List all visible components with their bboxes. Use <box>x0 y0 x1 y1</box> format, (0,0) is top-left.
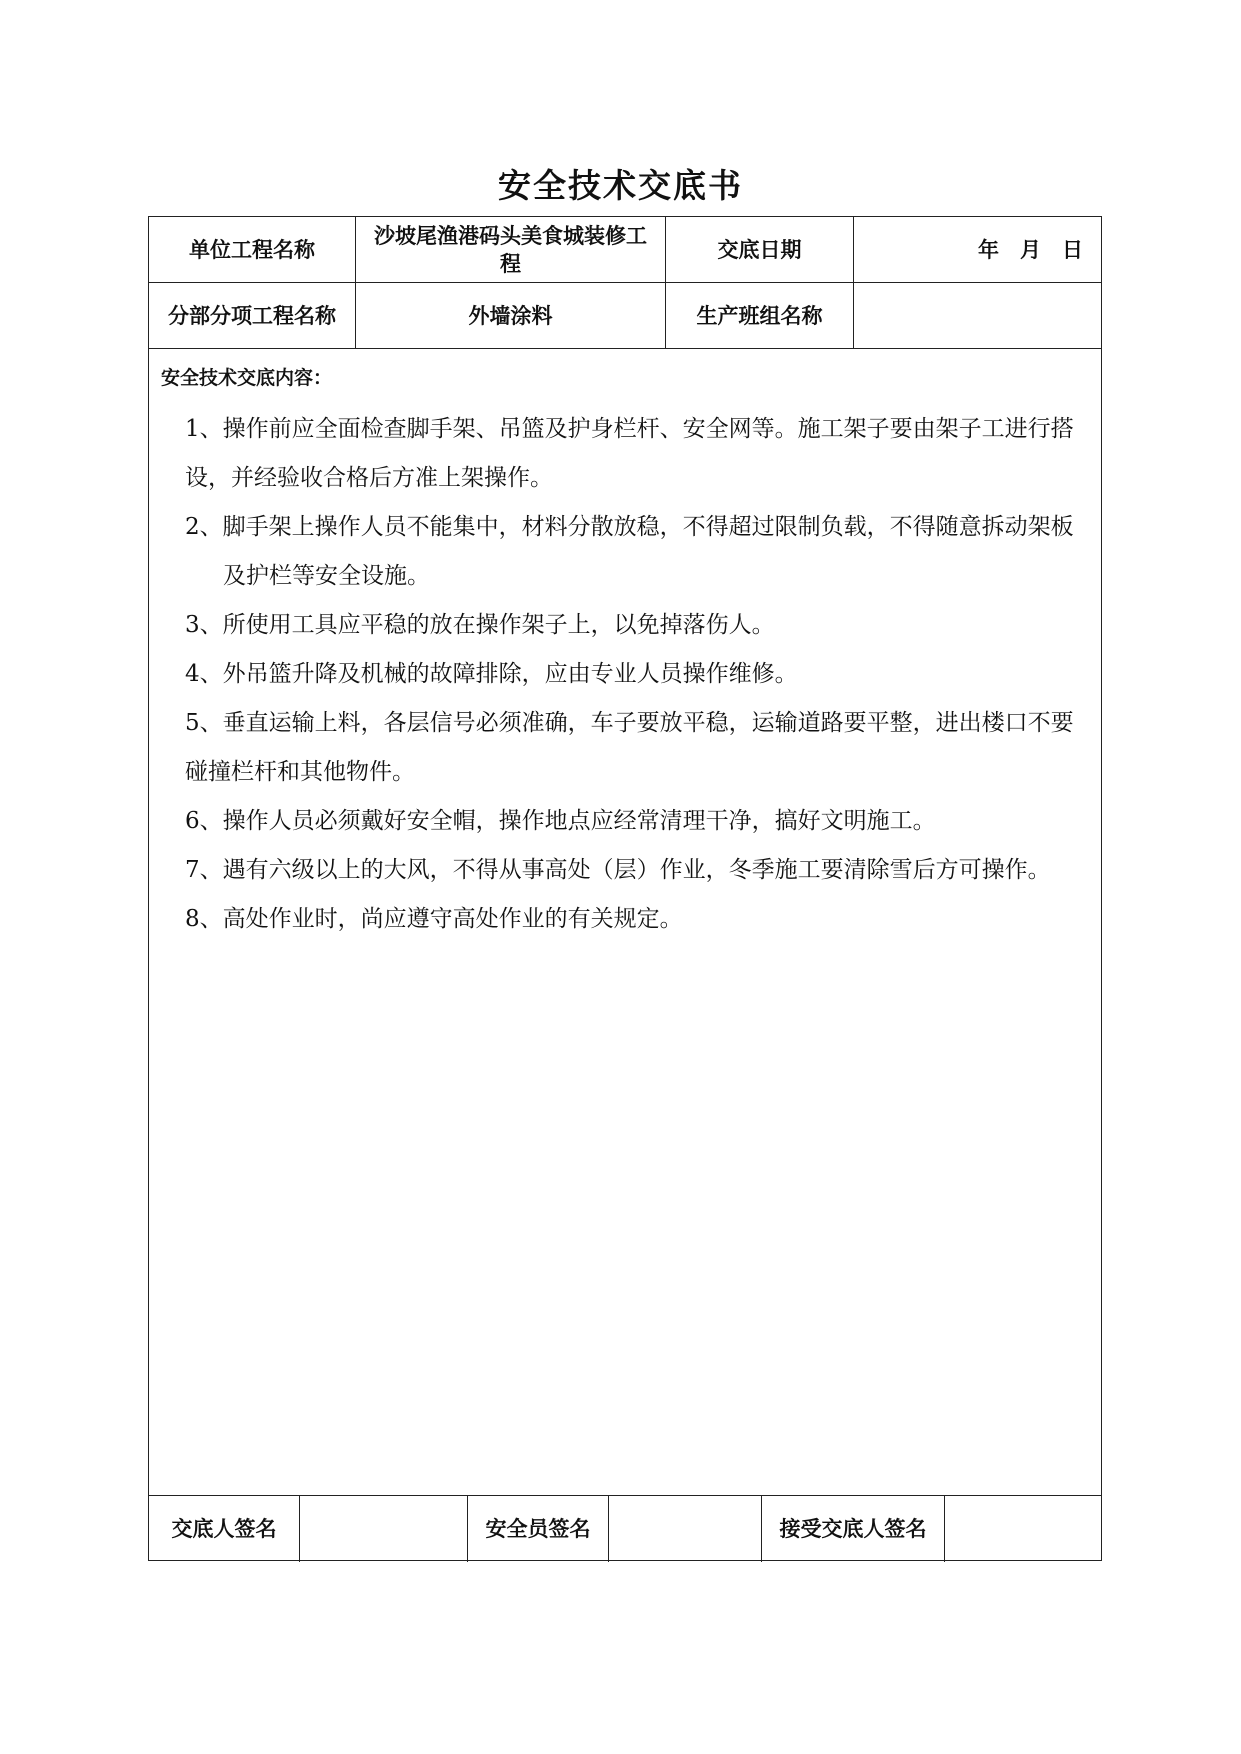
unit-project-value: 沙坡尾渔港码头美食城装修工程 <box>356 217 666 282</box>
content-heading: 安全技术交底内容： <box>161 367 333 389</box>
header-row-subproject <box>149 283 1101 349</box>
disclosure-item: 8、高处作业时，尚应遵守高处作业的有关规定。 <box>185 906 683 932</box>
unit-project-label: 单位工程名称 <box>149 217 356 282</box>
document-title: 安全技术交底书 <box>498 166 743 205</box>
disclosure-item: 4、外吊篮升降及机械的故障排除，应由专业人员操作维修。 <box>185 661 798 687</box>
disclosure-item: 6、操作人员必须戴好安全帽，操作地点应经常清理干净，搞好文明施工。 <box>185 808 936 834</box>
date-label: 交底日期 <box>666 217 854 282</box>
signature-row <box>149 1496 1101 1562</box>
safety-officer-signature-label: 安全员签名 <box>468 1496 609 1562</box>
discloser-signature-field[interactable] <box>300 1496 468 1562</box>
header-row-project <box>149 217 1101 283</box>
date-value: 年 月 日 <box>978 237 1083 262</box>
disclosure-items-list <box>185 405 1085 944</box>
disclosure-content-section <box>149 349 1101 1496</box>
sub-project-value: 外墙涂料 <box>356 283 666 348</box>
disclosure-item: 1、操作前应全面检查脚手架、吊篮及护身栏杆、安全网等。施工架子要由架子工进行搭设，并经验收合格后方准上架操作。 <box>185 416 1074 491</box>
disclosure-item: 5、垂直运输上料，各层信号必须准确，车子要放平稳，运输道路要平整，进出楼口不要碰撞栏杆和其他物件。 <box>185 710 1074 785</box>
receiver-signature-label: 接受交底人签名 <box>762 1496 945 1562</box>
team-value <box>854 283 1103 348</box>
discloser-signature-label: 交底人签名 <box>149 1496 300 1562</box>
safety-officer-signature-field[interactable] <box>609 1496 762 1562</box>
disclosure-form-table <box>148 216 1102 1561</box>
disclosure-item: 3、所使用工具应平稳的放在操作架子上，以免掉落伤人。 <box>185 612 775 638</box>
disclosure-item: 2、脚手架上操作人员不能集中，材料分散放稳，不得超过限制负载，不得随意拆动架板及护栏等安全设施。 <box>185 514 1074 589</box>
disclosure-item: 7、遇有六级以上的大风，不得从事高处（层）作业，冬季施工要清除雪后方可操作。 <box>185 857 1051 883</box>
sub-project-label: 分部分项工程名称 <box>149 283 356 348</box>
team-label: 生产班组名称 <box>666 283 854 348</box>
receiver-signature-field[interactable] <box>945 1496 1103 1562</box>
